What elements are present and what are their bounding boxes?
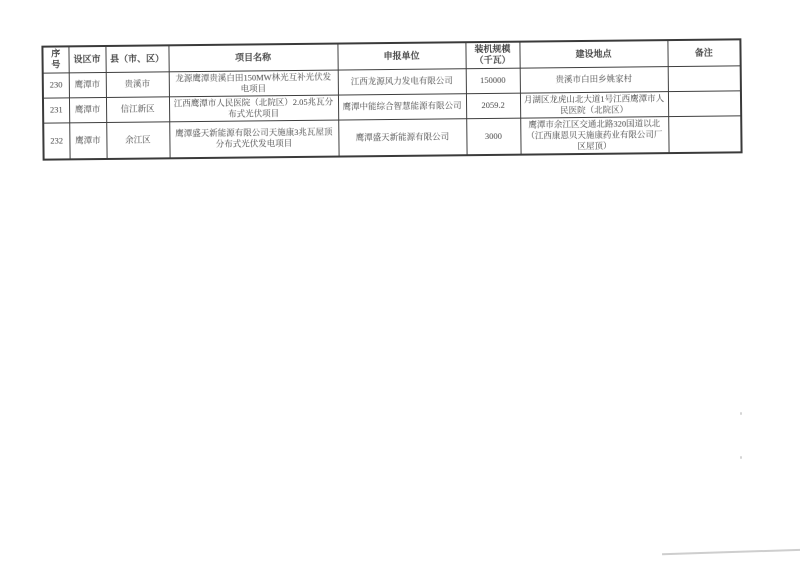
cell-location: 鹰潭市余江区交通北路320国道以北（江西康恩贝天施康药业有限公司厂区屋顶） — [520, 116, 668, 154]
cell-remark — [668, 90, 741, 116]
project-table — [41, 38, 742, 160]
cell-capacity: 2059.2 — [466, 93, 520, 119]
cell-city: 鹰潭市 — [69, 72, 106, 97]
header-cell-applicant — [337, 42, 465, 69]
cell-applicant: 江西龙源风力发电有限公司 — [338, 68, 466, 94]
scan-artifact-speck — [740, 456, 742, 459]
header-cell-remark — [667, 39, 740, 66]
cell-location: 月湖区龙虎山北大道1号江西鹰潭市人民医院（北院区） — [520, 91, 668, 118]
header-city-label: 设区市 — [73, 53, 101, 64]
header-cell-capacity — [465, 42, 519, 69]
cell-no: 231 — [43, 97, 69, 122]
header-cell-project — [168, 44, 337, 72]
table-row — [43, 116, 741, 160]
cell-capacity: 3000 — [466, 118, 520, 155]
header-cell-location — [519, 40, 667, 68]
cell-city: 鹰潭市 — [69, 97, 106, 122]
header-cell-county — [105, 45, 168, 72]
header-no-label: 序号 — [51, 48, 61, 70]
header-capacity-label: 装机规模（千瓦） — [474, 43, 511, 66]
header-location-label: 建设地点 — [575, 48, 612, 59]
header-cell-city — [68, 46, 105, 72]
cell-applicant: 鹰潭盛天新能源有限公司 — [338, 118, 466, 156]
project-table-container — [41, 38, 740, 160]
cell-county: 贵溪市 — [106, 71, 169, 97]
cell-county: 余江区 — [106, 122, 169, 159]
cell-remark — [668, 116, 741, 153]
cell-county: 信江新区 — [106, 96, 169, 122]
header-remark-label: 备注 — [694, 47, 713, 58]
cell-city: 鹰潭市 — [69, 122, 106, 159]
cell-project: 龙源鹰潭贵溪白田150MW林光互补光伏发电项目 — [169, 70, 338, 97]
cell-applicant: 鹰潭中能综合智慧能源有限公司 — [338, 93, 466, 119]
cell-remark — [668, 65, 741, 91]
cell-project: 鹰潭盛天新能源有限公司天施康3兆瓦屋顶分布式光伏发电项目 — [169, 120, 338, 158]
scan-artifact-speck — [740, 412, 742, 415]
cell-location: 贵溪市白田乡姚家村 — [520, 66, 668, 93]
header-applicant-label: 申报单位 — [383, 50, 420, 61]
header-county-label: 县（市、区） — [109, 52, 165, 64]
header-cell-no — [42, 46, 68, 72]
header-project-label: 项目名称 — [234, 51, 272, 63]
scan-page-edge-line — [662, 549, 800, 555]
cell-no: 230 — [43, 72, 69, 97]
cell-capacity: 150000 — [466, 68, 520, 94]
cell-no: 232 — [43, 123, 69, 160]
cell-project: 江西鹰潭市人民医院（北院区）2.05兆瓦分布式光伏项目 — [169, 95, 338, 122]
